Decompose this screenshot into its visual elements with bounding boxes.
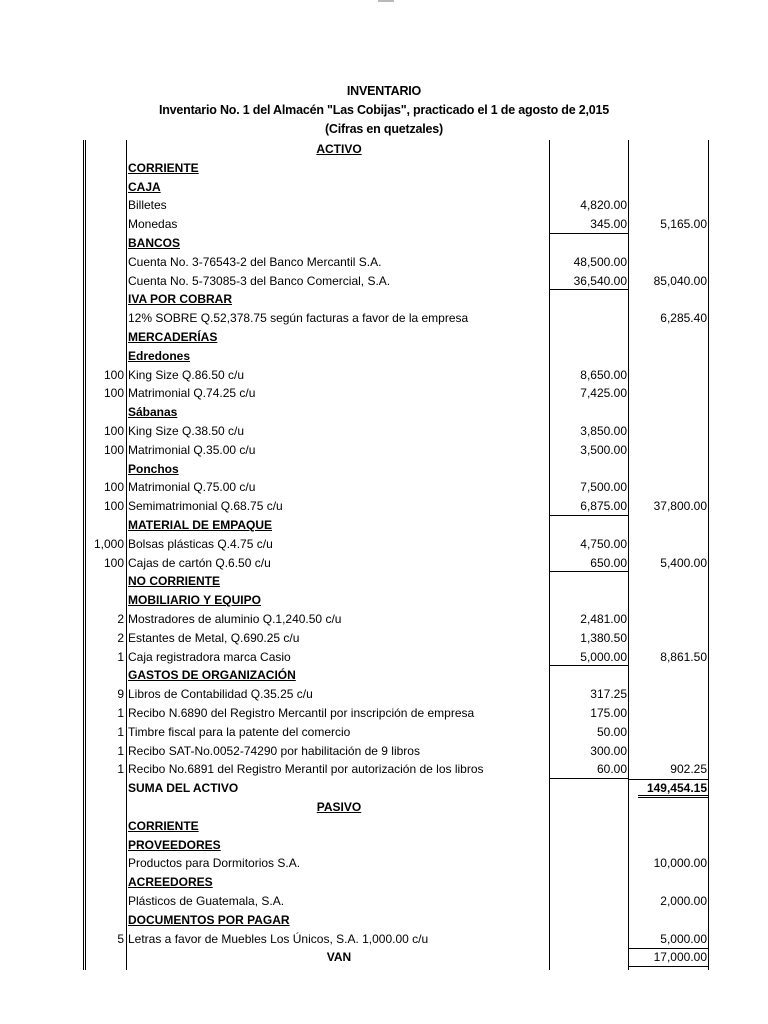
row-total: 37,800.00 <box>653 499 707 514</box>
section-heading: GASTOS DE ORGANIZACIÓN <box>128 668 296 683</box>
table-row <box>0 610 768 628</box>
table-row <box>0 384 768 402</box>
section-heading: CAJA <box>128 179 161 194</box>
row-amount: 650.00 <box>590 555 627 570</box>
row-total: 902.25 <box>670 762 707 777</box>
row-description: Cuenta No. 5-73085-3 del Banco Comercial, S.A. <box>128 273 391 288</box>
row-quantity: 1,000 <box>93 536 124 551</box>
section-heading: MATERIAL DE EMPAQUE <box>128 518 273 532</box>
row-total: 5,000.00 <box>660 931 707 946</box>
section-heading: CORRIENTE <box>128 160 199 175</box>
section-title: PASIVO <box>316 800 362 814</box>
table-row <box>0 629 768 647</box>
row-description: King Size Q.86.50 c/u <box>128 367 245 382</box>
row-amount: 48,500.00 <box>573 254 627 269</box>
table-row <box>0 572 768 590</box>
table-row <box>0 366 768 384</box>
row-description: Cuenta No. 3-76543-2 del Banco Mercantil S.A. <box>128 254 382 269</box>
table-row <box>0 948 768 966</box>
row-quantity: 100 <box>103 442 124 457</box>
total-bottom-rule <box>628 966 709 967</box>
row-total: 5,400.00 <box>660 555 707 570</box>
row-amount: 3,500.00 <box>580 442 627 457</box>
row-quantity: 100 <box>103 555 124 570</box>
section-heading: MERCADERÍAS <box>128 330 218 344</box>
total-rule <box>628 779 709 780</box>
table-row <box>0 873 768 891</box>
section-heading: CORRIENTE <box>128 818 199 833</box>
section-heading: DOCUMENTOS POR PAGAR <box>128 912 290 927</box>
row-quantity: 100 <box>103 480 124 495</box>
total-rule <box>628 948 709 949</box>
table-row <box>0 911 768 929</box>
section-heading: PROVEEDORES <box>128 837 221 852</box>
row-amount: 3,850.00 <box>580 424 627 438</box>
row-description: Matrimonial Q.74.25 c/u <box>128 386 256 401</box>
section-heading: ACREEDORES <box>128 875 213 890</box>
row-total: 5,165.00 <box>660 217 707 232</box>
table-row <box>0 215 768 233</box>
table-row <box>0 159 768 177</box>
table-row <box>0 422 768 440</box>
table-row <box>0 685 768 703</box>
table-row <box>0 309 768 327</box>
row-amount: 317.25 <box>590 687 627 702</box>
row-description: Semimatrimonial Q.68.75 c/u <box>128 499 283 514</box>
table-row <box>0 723 768 741</box>
section-title: ACTIVO <box>316 142 362 156</box>
document-subtitle: Inventario No. 1 del Almacén "Las Cobijas", practicado el 1 de agosto de 2,015 <box>158 103 610 117</box>
table-row <box>0 892 768 910</box>
row-amount: 7,500.00 <box>580 480 627 495</box>
row-quantity: 100 <box>103 367 124 382</box>
document-title: INVENTARIO <box>346 84 422 98</box>
row-quantity: 2 <box>117 612 124 626</box>
row-quantity: 1 <box>117 762 124 777</box>
table-row <box>0 290 768 308</box>
table-row <box>0 648 768 666</box>
row-quantity: 1 <box>117 706 124 720</box>
row-amount: 7,425.00 <box>580 386 627 401</box>
row-quantity: 1 <box>117 724 124 739</box>
row-description: Estantes de Metal, Q.690.25 c/u <box>128 630 300 645</box>
table-row <box>0 234 768 252</box>
row-description: Plásticos de Guatemala, S.A. <box>128 894 285 908</box>
row-quantity: 100 <box>103 424 124 438</box>
row-description: Matrimonial Q.75.00 c/u <box>128 480 256 495</box>
row-quantity: 9 <box>117 687 124 702</box>
row-amount: 345.00 <box>590 217 627 232</box>
row-description: Productos para Dormitorios S.A. <box>128 856 301 871</box>
row-amount: 50.00 <box>596 724 627 739</box>
row-description: King Size Q.38.50 c/u <box>128 424 245 438</box>
top-edge-mark <box>378 0 394 2</box>
table-row <box>0 760 768 778</box>
row-amount: 60.00 <box>596 762 627 777</box>
row-description: Recibo SAT-No.0052-74290 por habilitación de 9 libros <box>128 743 420 758</box>
row-description: Recibo N.6890 del Registro Mercantil por inscripción de empresa <box>128 706 475 720</box>
row-description: Matrimonial Q.35.00 c/u <box>128 442 256 457</box>
row-description: Bolsas plásticas Q.4.75 c/u <box>128 536 273 551</box>
table-row <box>0 196 768 214</box>
row-amount: 2,481.00 <box>580 612 627 626</box>
table-row <box>0 140 768 158</box>
row-quantity: 5 <box>117 931 124 946</box>
row-description: Timbre fiscal para la patente del comercio <box>128 724 351 739</box>
table-row <box>0 328 768 346</box>
table-row <box>0 178 768 196</box>
row-quantity: 100 <box>103 386 124 401</box>
table-row <box>0 403 768 421</box>
table-row <box>0 836 768 854</box>
table-row <box>0 497 768 515</box>
table-row <box>0 704 768 722</box>
table-row <box>0 554 768 572</box>
table-row <box>0 347 768 365</box>
table-row <box>0 742 768 760</box>
row-amount: 36,540.00 <box>573 273 627 288</box>
table-row <box>0 516 768 534</box>
section-heading: IVA POR COBRAR <box>128 292 233 307</box>
row-quantity: 1 <box>117 743 124 758</box>
row-description: Letras a favor de Muebles Los Únicos, S.A. 1,000.00 c/u <box>128 931 429 946</box>
section-title: VAN <box>326 950 352 965</box>
document-note: (Cifras en quetzales) <box>324 122 444 136</box>
row-quantity: 1 <box>117 649 124 664</box>
row-description: Monedas <box>128 217 178 232</box>
row-total: 6,285.40 <box>660 311 707 326</box>
row-amount: 4,750.00 <box>580 536 627 551</box>
row-description: 12% SOBRE Q.52,378.75 según facturas a favor de la empresa <box>128 311 469 326</box>
row-total: 10,000.00 <box>653 856 707 871</box>
section-heading: NO CORRIENTE <box>128 574 221 589</box>
section-heading: Sábanas <box>128 405 178 420</box>
section-heading: Edredones <box>128 348 191 363</box>
table-row <box>0 854 768 872</box>
row-amount: 1,380.50 <box>580 630 627 645</box>
row-total: 85,040.00 <box>653 273 707 288</box>
row-amount: 6,875.00 <box>580 499 627 514</box>
section-heading: BANCOS <box>128 236 181 250</box>
row-total: 2,000.00 <box>660 894 707 908</box>
row-description: Mostradores de aluminio Q.1,240.50 c/u <box>128 612 342 626</box>
row-total: 149,454.15 <box>646 781 707 796</box>
row-amount: 8,650.00 <box>580 367 627 382</box>
row-amount: 300.00 <box>590 743 627 758</box>
row-description: Billetes <box>128 198 167 213</box>
row-description: Cajas de cartón Q.6.50 c/u <box>128 555 271 570</box>
table-row <box>0 930 768 948</box>
table-row <box>0 666 768 684</box>
row-total: 17,000.00 <box>653 950 707 965</box>
row-description: Libros de Contabilidad Q.35.25 c/u <box>128 687 313 702</box>
row-quantity: 100 <box>103 499 124 514</box>
row-description: Caja registradora marca Casio <box>128 649 291 664</box>
row-total: 8,861.50 <box>660 649 707 664</box>
row-quantity: 2 <box>117 630 124 645</box>
row-amount: 5,000.00 <box>580 649 627 664</box>
table-row <box>0 478 768 496</box>
table-row <box>0 535 768 553</box>
section-heading: Ponchos <box>128 461 179 476</box>
table-row <box>0 798 768 816</box>
grand-total-double-rule <box>638 795 708 796</box>
row-amount: 175.00 <box>590 706 627 720</box>
row-amount: 4,820.00 <box>580 198 627 213</box>
table-row <box>0 460 768 478</box>
section-heading: MOBILIARIO Y EQUIPO <box>128 593 261 608</box>
table-row <box>0 817 768 835</box>
table-row <box>0 441 768 459</box>
table-row <box>0 272 768 290</box>
row-description: SUMA DEL ACTIVO <box>128 781 239 796</box>
table-row <box>0 591 768 609</box>
row-description: Recibo No.6891 del Registro Merantil por autorización de los libros <box>128 762 484 777</box>
table-row <box>0 253 768 271</box>
